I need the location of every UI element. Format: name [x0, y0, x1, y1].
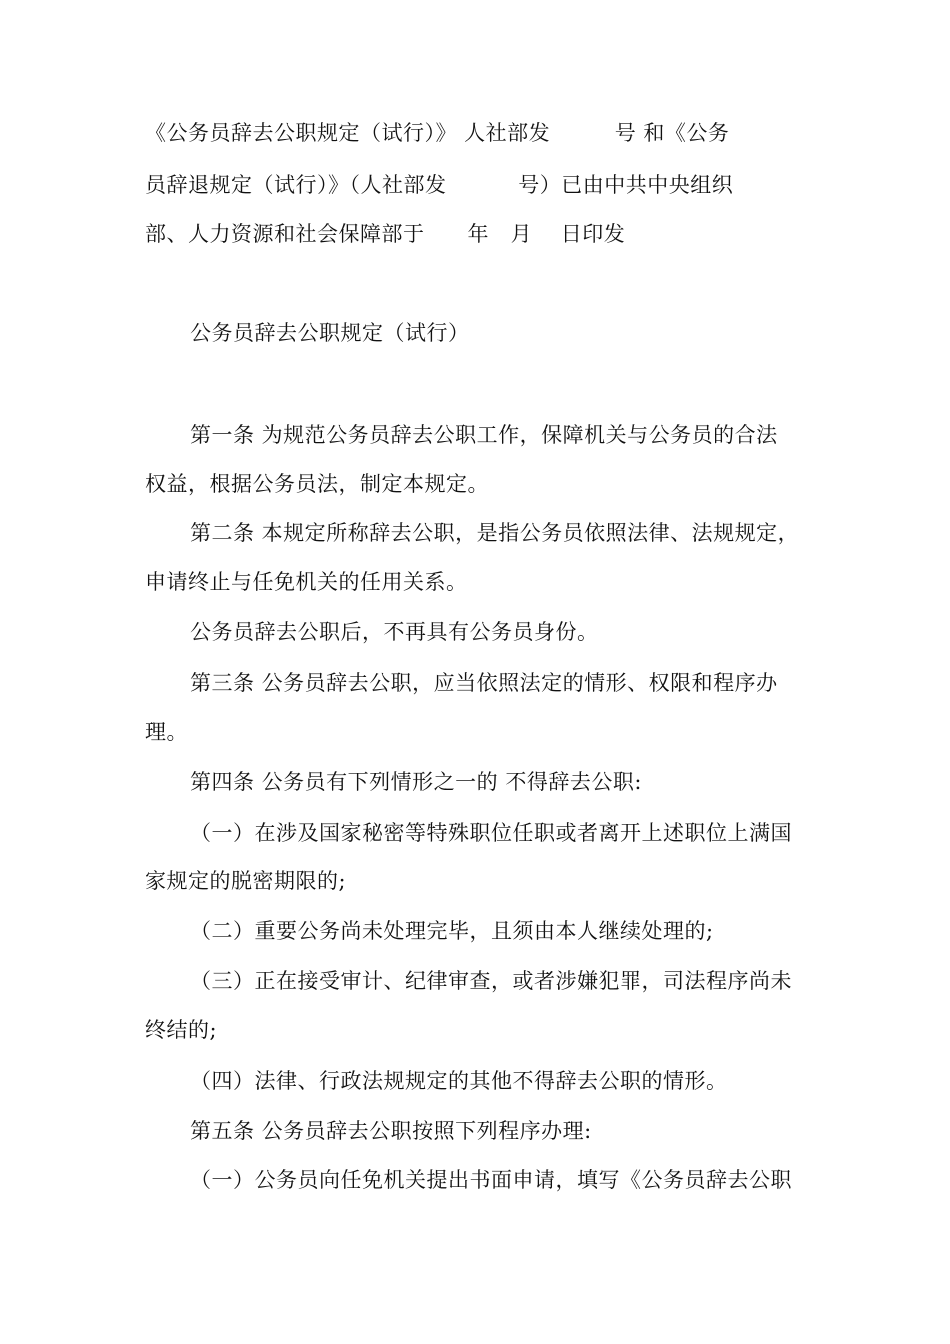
paragraph-line: 申请终止与任免机关的任用关系。	[145, 570, 468, 594]
paragraph-line: （一）公务员向任免机关提出书面申请，填写《公务员辞去公职	[190, 1168, 792, 1192]
paragraph-line: 家规定的脱密期限的;	[145, 869, 347, 893]
paragraph-line: 第一条 为规范公务员辞去公职工作，保障机关与公务员的合法	[190, 423, 778, 447]
paragraph-line: 第二条 本规定所称辞去公职，是指公务员依照法律、法规规定，	[190, 521, 800, 545]
paragraph-line: （三）正在接受审计、纪律审查，或者涉嫌犯罪，司法程序尚未	[190, 969, 792, 993]
paragraph-line: 第四条 公务员有下列情形之一的 不得辞去公职:	[190, 770, 642, 794]
paragraph-line: 终结的;	[145, 1018, 218, 1042]
paragraph-line: 权益，根据公务员法，制定本规定。	[145, 472, 489, 496]
intro-line: 《公务员辞去公职规定（试行）》 人社部发 号 和《公务	[145, 121, 730, 145]
paragraph-line: 第三条 公务员辞去公职，应当依照法定的情形、权限和程序办	[190, 671, 778, 695]
paragraph-line: （四）法律、行政法规规定的其他不得辞去公职的情形。	[190, 1069, 728, 1093]
document-heading: 公务员辞去公职规定（试行）	[190, 321, 470, 345]
paragraph-line: 第五条 公务员辞去公职按照下列程序办理:	[190, 1119, 592, 1143]
intro-line: 部、人力资源和社会保障部于 年 月 日印发	[145, 222, 626, 246]
paragraph-line: （二）重要公务尚未处理完毕，且须由本人继续处理的;	[190, 919, 714, 943]
paragraph-line: 理。	[145, 720, 188, 744]
paragraph-line: 公务员辞去公职后，不再具有公务员身份。	[190, 620, 599, 644]
intro-line: 员辞退规定（试行）》（人社部发 号）已由中共中央组织	[145, 173, 734, 197]
paragraph-line: （一）在涉及国家秘密等特殊职位任职或者离开上述职位上满国	[190, 821, 792, 845]
